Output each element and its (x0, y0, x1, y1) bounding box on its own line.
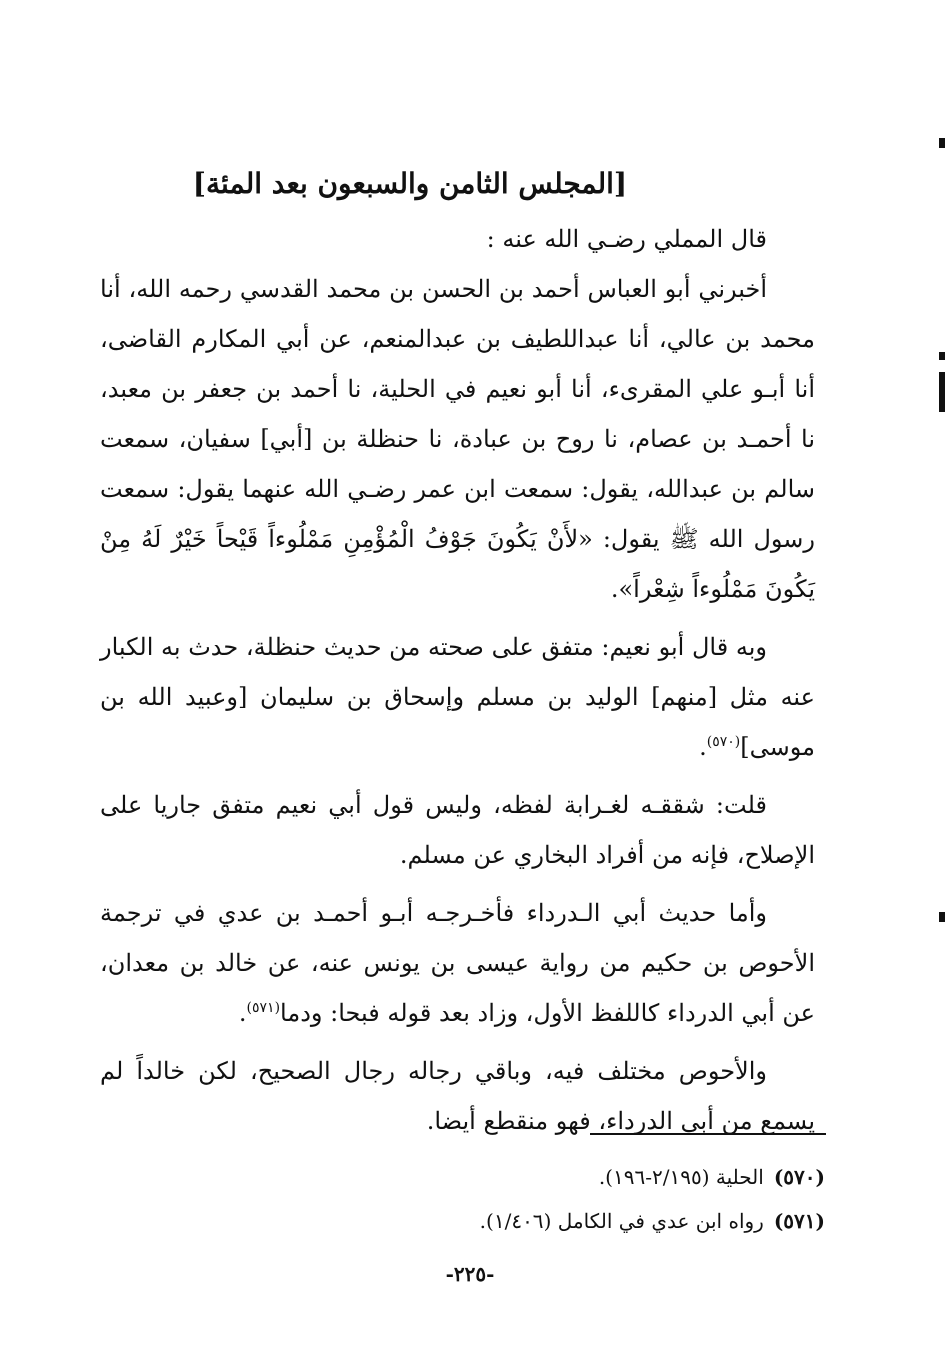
scan-edge-mark (939, 372, 945, 412)
footnote-item (100, 1155, 825, 1199)
intro-line: قال المملي رضـي الله عنه : (486, 225, 767, 253)
footnote-divider (590, 1133, 826, 1135)
paragraph-abu-darda (100, 888, 815, 1038)
footnote-item (100, 1199, 825, 1243)
paragraph-qultu: قلت: شققـه لغـرابة لفظه، وليس قول أبي نعيم متفق جاريا على الإصلاح، فإنه من أفراد البخاري عن مسلم. (100, 791, 815, 869)
paragraph-text: وبه قال أبو نعيم: متفق على صحته من حديث حنظلة، حدث به الكبار عنه مثل [منهم] الوليد بن مسلم وإسحاق بن سليمان [وعبيد الله بن موسى] (100, 633, 815, 761)
footnote-ref-571[interactable]: (٥٧١) (246, 1000, 281, 1016)
footnotes (100, 1155, 825, 1243)
paragraph-ahwas: والأحوص مختلف فيه، وباقي رجاله رجال الصحيح، لكن خالداً لم يسمع من أبي الدرداء، فهو منقطع أيضا. (100, 1057, 815, 1135)
period: . (238, 999, 247, 1027)
paragraph-isnad: أخبرني أبو العباس أحمد بن الحسن بن محمد القدسي رحمه الله، أنا محمد بن عالي، أنا عبداللطيف بن عبدالمنعم، عن أبي المكارم القاضى، أنا أبـو علي المقرىء، أنا أبو نعيم في الحلية، نا أحمد بن جعفر بن معبد، نا أحمـد بن عصام، نا روح بن عبادة، نا حنظلة بن [أبي] سفيان، سمعت سالم بن عبدالله، يقول: سمعت ابن عمر رضـي الله عنهما يقول: سمعت رسول الله ﷺ يقول: «لأَنْ يَكُونَ جَوْفُ الْمُؤْمِنِ مَمْلُوءاً قَيْحاً خَيْرٌ لَهُ مِنْ يَكُونَ مَمْلُوءاً شِعْراً». (100, 275, 815, 603)
chapter-title: [المجلس الثامن والسبعون بعد المئة] (192, 167, 628, 200)
page-number: -٢٢٥- (445, 1262, 495, 1286)
footnote-number: (٥٧١) (773, 1209, 825, 1233)
paragraph-text: وأما حديث أبي الـدرداء فأخـرجـه أبـو أحمـد بن عدي في ترجمة الأحوص بن حكيم من رواية عيسى بن يونس عنه، عن خالد بن معدان، عن أبي الدرداء كاللفظ الأول، وزاد بعد قوله فبحا: ودما (100, 899, 815, 1027)
footnote-text: رواه ابن عدي في الكامل (١/٤٠٦). (479, 1209, 764, 1233)
scan-edge-mark (939, 352, 945, 360)
period: . (699, 733, 707, 761)
main-text (100, 214, 815, 1154)
scan-edge-mark (939, 912, 945, 922)
footnote-text: الحلية (٢/١٩٥-١٩٦). (598, 1165, 764, 1189)
scan-edge-mark (939, 138, 945, 148)
paragraph-abu-nuaym (100, 622, 815, 772)
footnote-number: (٥٧٠) (773, 1165, 825, 1189)
footnote-ref-570[interactable]: (٥٧٠) (706, 734, 741, 750)
